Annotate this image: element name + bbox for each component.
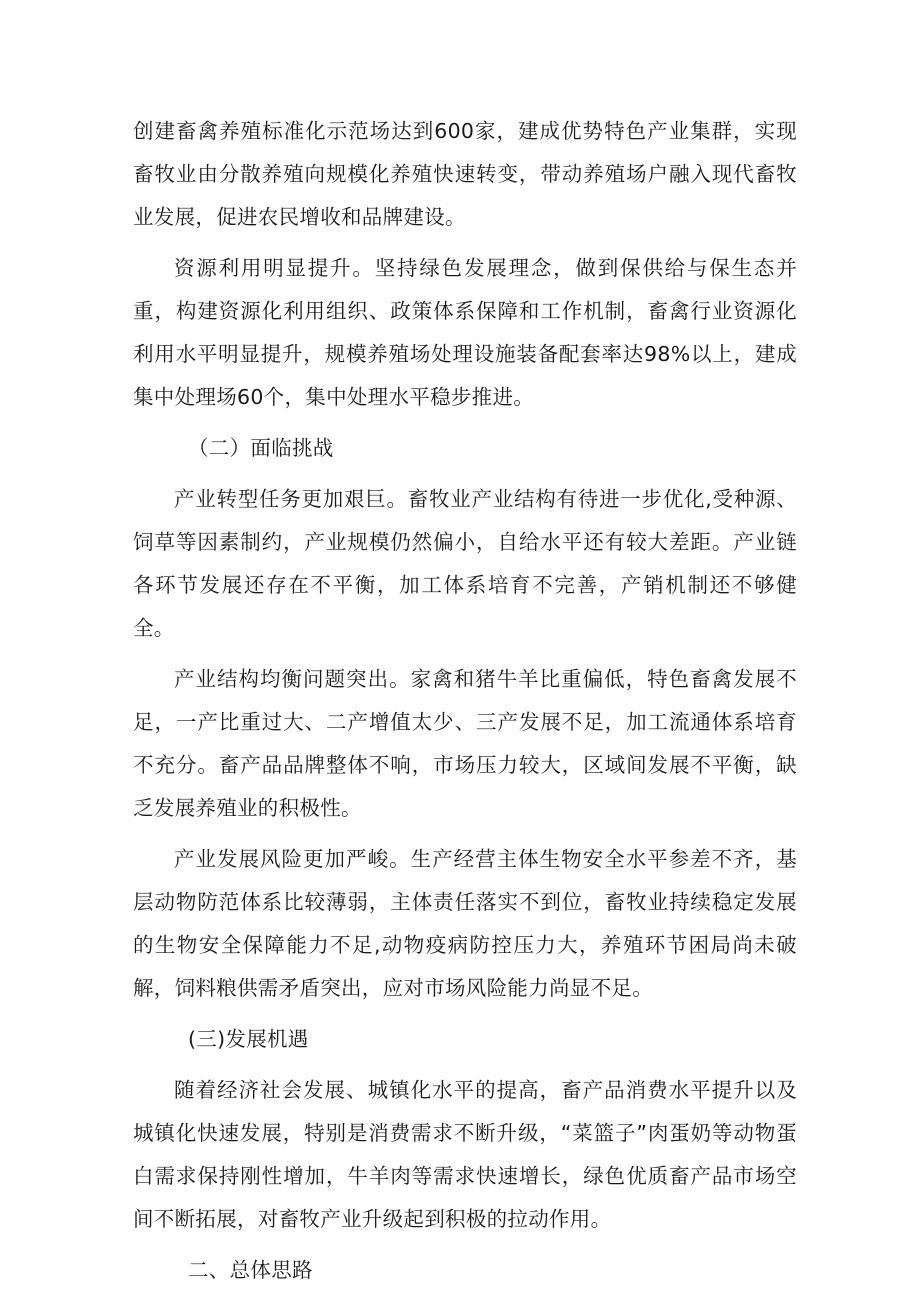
paragraph-gap (133, 239, 797, 247)
paragraph-gap (133, 419, 797, 427)
document-body (133, 110, 797, 1292)
paragraph-gap (133, 1241, 797, 1249)
paragraph-resource-utilization: 资源利用明显提升。坚持绿色发展理念，做到保供给与保生态并重，构建资源化利用组织、政策体系保障和工作机制，畜禽行业资源化利用水平明显提升，规模养殖场处理设施装备配套率达98%以上，建成集中处理场60个，集中处理水平稳步推进。 (133, 256, 797, 409)
section-heading-overall-approach: 二、总体思路 (188, 1258, 313, 1282)
paragraph-standardization-continued: 创建畜禽养殖标准化示范场达到600家，建成优势特色产业集群，实现畜牧业由分散养殖向规模化养殖快速转变，带动养殖场户融入现代畜牧业发展，促进农民增收和品牌建设。 (133, 119, 797, 229)
section-heading-opportunities: (三)发展机遇 (188, 1027, 309, 1051)
section-heading-challenges: （二）面临挑战 (188, 436, 334, 460)
paragraph-consumption-growth: 随着经济社会发展、城镇化水平的提高，畜产品消费水平提升以及城镇化快速发展，特别是消费需求不断升级，“菜篮子”肉蛋奶等动物蛋白需求保持刚性增加，牛羊肉等需求快速增长，绿色优质畜产品市场空间不断拓展，对畜牧产业升级起到积极的拉动作用。 (133, 1078, 797, 1231)
paragraph-gap (133, 650, 797, 658)
paragraph-gap (133, 1061, 797, 1069)
paragraph-gap (133, 830, 797, 838)
paragraph-transformation-task: 产业转型任务更加艰巨。畜牧业产业结构有待进一步优化,受种源、饲草等因素制约，产业规模仍然偏小，自给水平还有较大差距。产业链各环节发展还存在不平衡，加工体系培育不完善，产销机制还不够健全。 (133, 487, 797, 640)
paragraph-development-risk: 产业发展风险更加严峻。生产经营主体生物安全水平参差不齐，基层动物防范体系比较薄弱，主体责任落实不到位，畜牧业持续稳定发展的生物安全保障能力不足,动物疫病防控压力大，养殖环节困局尚未破解，饲料粮供需矛盾突出，应对市场风险能力尚显不足。 (133, 847, 797, 1000)
paragraph-structure-balance: 产业结构均衡问题突出。家禽和猪牛羊比重偏低，特色畜禽发展不足，一产比重过大、二产增值太少、三产发展不足，加工流通体系培育不充分。畜产品品牌整体不响，市场压力较大，区域间发展不平衡，缺乏发展养殖业的积极性。 (133, 667, 797, 820)
paragraph-gap (133, 1010, 797, 1018)
paragraph-gap (133, 470, 797, 478)
